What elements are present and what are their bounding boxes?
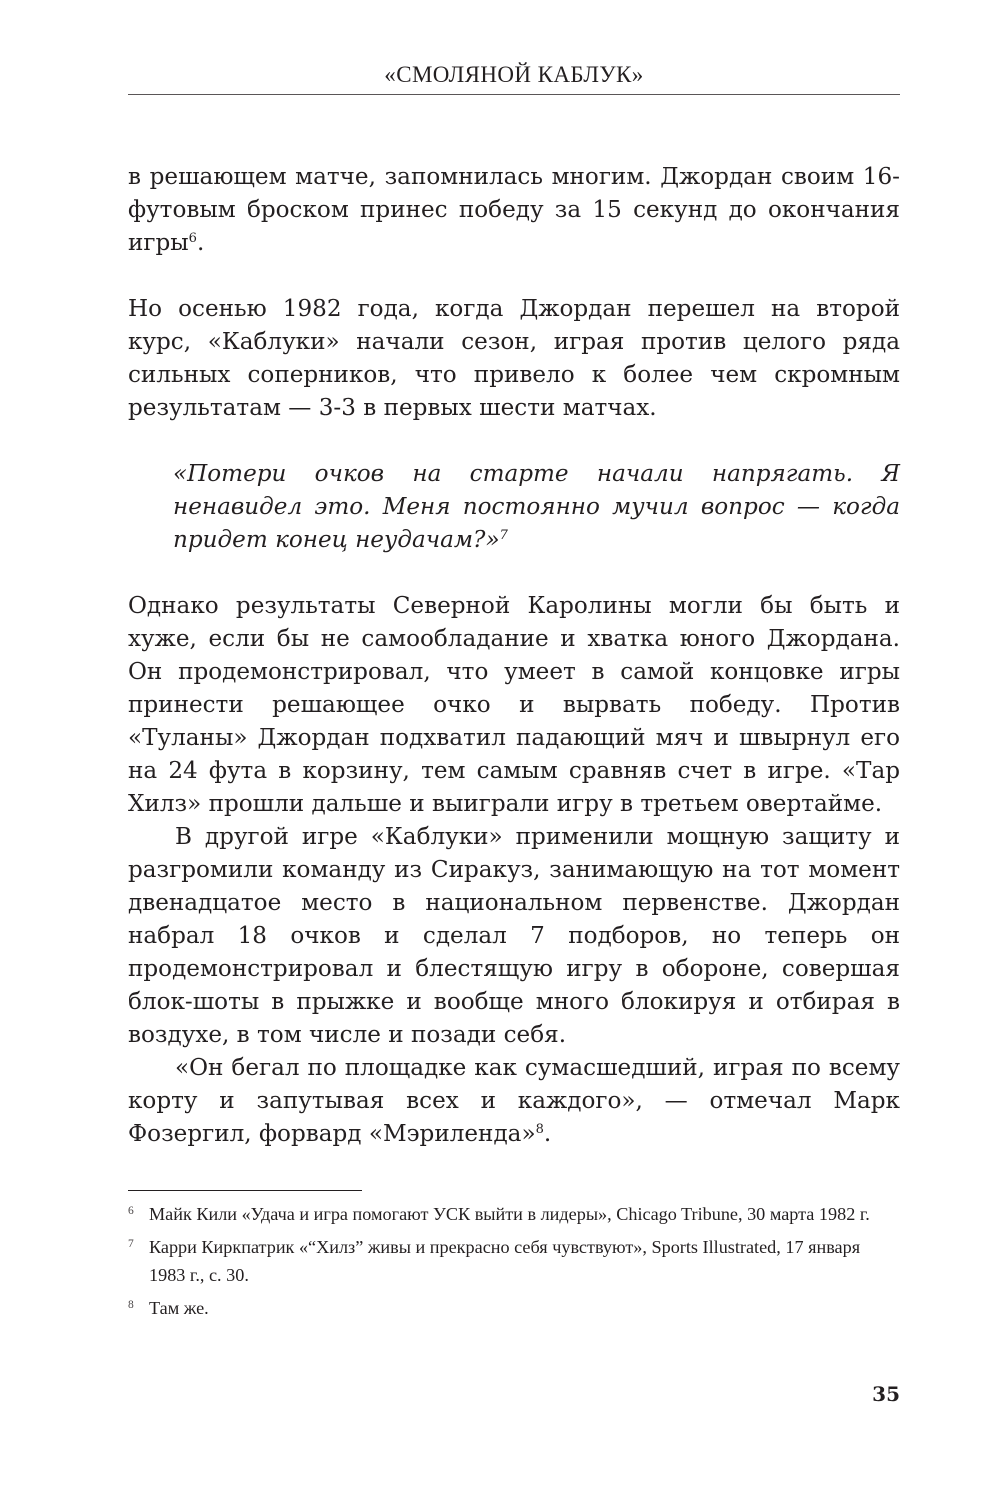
footnote-divider xyxy=(128,1190,362,1191)
footnote-number: 7 xyxy=(128,1238,134,1250)
header-divider xyxy=(128,94,900,95)
footnote-ref-6[interactable]: 6 xyxy=(188,231,197,247)
running-title: «СМОЛЯНОЙ КАБЛУК» xyxy=(384,62,644,87)
footnote-7 xyxy=(128,1233,900,1289)
footnote-number: 8 xyxy=(128,1299,134,1311)
paragraph-2: Но осенью 1982 года, когда Джордан перешел на второй курс, «Каблуки» начали сезон, играя против целого ряда сильных соперников, что привело к более чем скромным результатам — 3-3 в первых шести матчах. xyxy=(128,296,900,421)
footnote-ref-8[interactable]: 8 xyxy=(535,1122,544,1138)
footnote-text: Там же. xyxy=(149,1298,209,1318)
paragraph-1-text: в решающем матче, запомнилась многим. Джордан своим 16-футовым броском принес победу за 15 секунд до окончания игры xyxy=(128,164,900,256)
footnote-text: Карри Киркпатрик «“Хилз” живы и прекрасно себя чувствуют», Sports Illustrated, 17 января 1983 г., с. 30. xyxy=(149,1237,861,1285)
footnote-ref-7[interactable]: 7 xyxy=(499,528,508,544)
footnote-number: 6 xyxy=(128,1205,134,1217)
footnotes xyxy=(128,1200,900,1327)
footnote-6 xyxy=(128,1200,900,1228)
block-quote xyxy=(128,458,900,557)
main-text xyxy=(128,161,900,1151)
page-number: 35 xyxy=(872,1382,900,1406)
block-quote-text: «Потери очков на старте начали напрягать. Я ненавидел это. Меня постоянно мучил вопрос — когда придет конец неудачам?» xyxy=(173,461,900,553)
paragraph-5-end: . xyxy=(543,1121,552,1147)
paragraph-5-text: «Он бегал по площадке как сумасшедший, играя по всему корту и запутывая всех и каждого», — отмечал Марк Фозергил, форвард «Мэриленда» xyxy=(128,1055,900,1147)
paragraph-4: В другой игре «Каблуки» применили мощную защиту и разгромили команду из Сиракуз, занимающую на тот момент двенадцатое место в национальном первенстве. Джордан набрал 18 очков и сделал 7 подборов, но теперь он продемонстрировал и блестящую игру в обороне, совершая блок-шоты в прыжке и вообще много блокируя и отбирая в воздухе, в том числе и позади себя. xyxy=(128,824,900,1048)
paragraph-1-end: . xyxy=(196,230,205,256)
footnote-8 xyxy=(128,1294,900,1322)
paragraph-1 xyxy=(128,161,900,260)
footnote-text: Майк Кили «Удача и игра помогают УСК выйти в лидеры», Chicago Tribune, 30 марта 1982 г. xyxy=(149,1204,870,1224)
paragraph-5 xyxy=(128,1052,900,1151)
paragraph-3: Однако результаты Северной Каролины могли бы быть и хуже, если бы не самообладание и хватка юного Джордана. Он продемонстрировал, что умеет в самой концовке игры принести решающее очко и вырвать победу. Против «Туланы» Джордан подхватил падающий мяч и швырнул его на 24 фута в корзину, тем самым сравняв счет в игре. «Тар Хилз» прошли дальше и выиграли игру в третьем овертайме. xyxy=(128,593,900,817)
